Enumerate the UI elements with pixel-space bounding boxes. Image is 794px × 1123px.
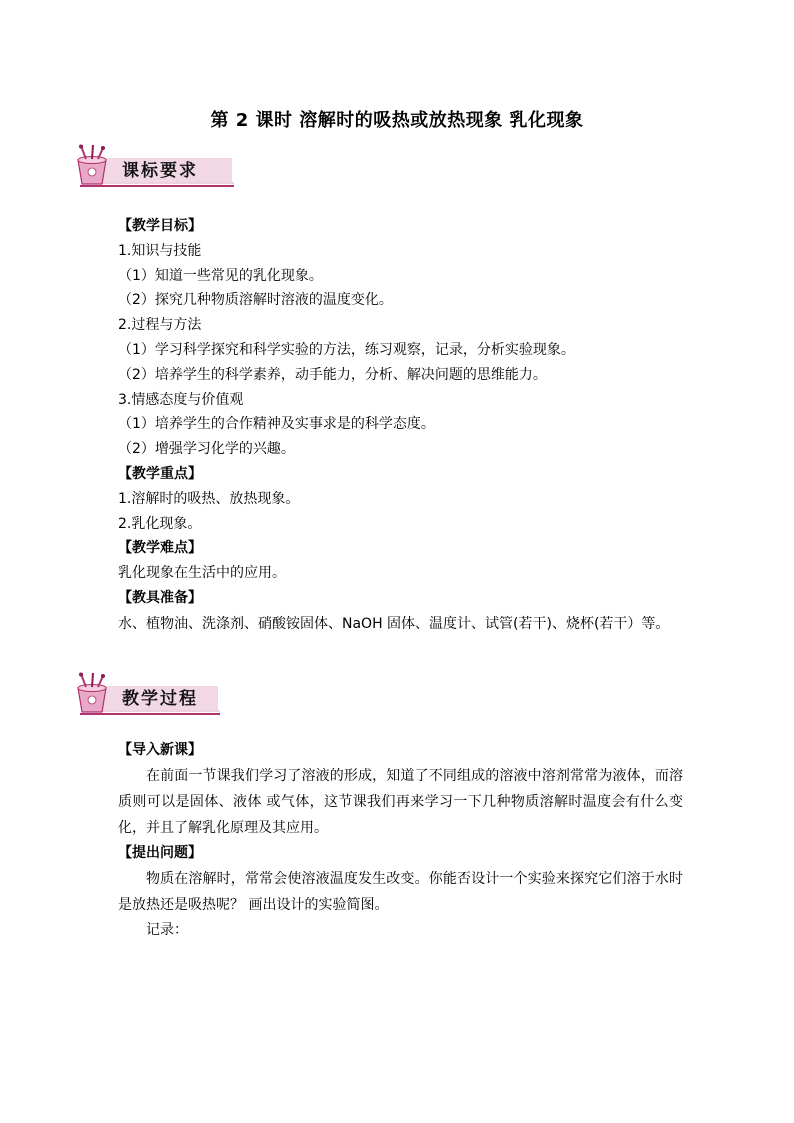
banner-label: 教学过程 [122,689,198,709]
banner-label: 课标要求 [122,161,198,181]
heading-question: 【提出问题】 [118,844,202,861]
list-item: 乳化现象在生活中的应用。 [118,565,286,582]
section-standards [118,214,683,637]
list-item: （2）增强学习化学的兴趣。 [118,441,295,458]
section-banner-standards [72,144,242,194]
heading-goals: 【教学目标】 [118,218,202,234]
heading-tools: 【教具准备】 [118,589,202,606]
heading-intro: 【导入新课】 [118,742,202,758]
tools-text: 水、植物油、洗涤剂、硝酸铵固体、NaOH 固体、温度计、试管(若干)、烧杯(若干）等。 [118,615,670,632]
list-item: （2）培养学生的科学素养，动手能力，分析、解决问题的思维能力。 [118,366,547,383]
subheading-process: 2.过程与方法 [118,317,202,334]
list-item: （1）知道一些常见的乳化现象。 [118,267,323,284]
page-title: 第 2 课时 溶解时的吸热或放热现象 乳化现象 [210,110,584,131]
heading-difficulties: 【教学难点】 [118,540,202,557]
list-item: （1）培养学生的合作精神及实事求是的科学态度。 [118,416,435,433]
question-paragraph: 物质在溶解时，常常会使溶液温度发生改变。你能否设计一个实验来探究它们溶于水时是放热还是吸热呢？ 画出设计的实验简图。 [118,870,683,913]
intro-paragraph: 在前面一节课我们学习了溶液的形成，知道了不同组成的溶液中溶剂常常为液体，而溶质则可以是固体、液体 或气体，这节课我们再来学习一下几种物质溶解时温度会有什么变化，并且了解乳化原理及其应用。 [118,767,683,836]
section-banner-process [72,672,242,722]
heading-key-points: 【教学重点】 [118,465,202,482]
record-label: 记录： [146,921,188,938]
list-item: （2）探究几种物质溶解时溶液的温度变化。 [118,292,393,309]
list-item: 2.乳化现象。 [118,515,202,532]
list-item: 1.溶解时的吸热、放热现象。 [118,490,300,507]
subheading-attitude: 3.情感态度与价值观 [118,391,244,408]
subheading-knowledge: 1.知识与技能 [118,242,202,259]
section-process [118,738,683,942]
list-item: （1）学习科学探究和科学实验的方法，练习观察，记录，分析实验现象。 [118,341,575,358]
